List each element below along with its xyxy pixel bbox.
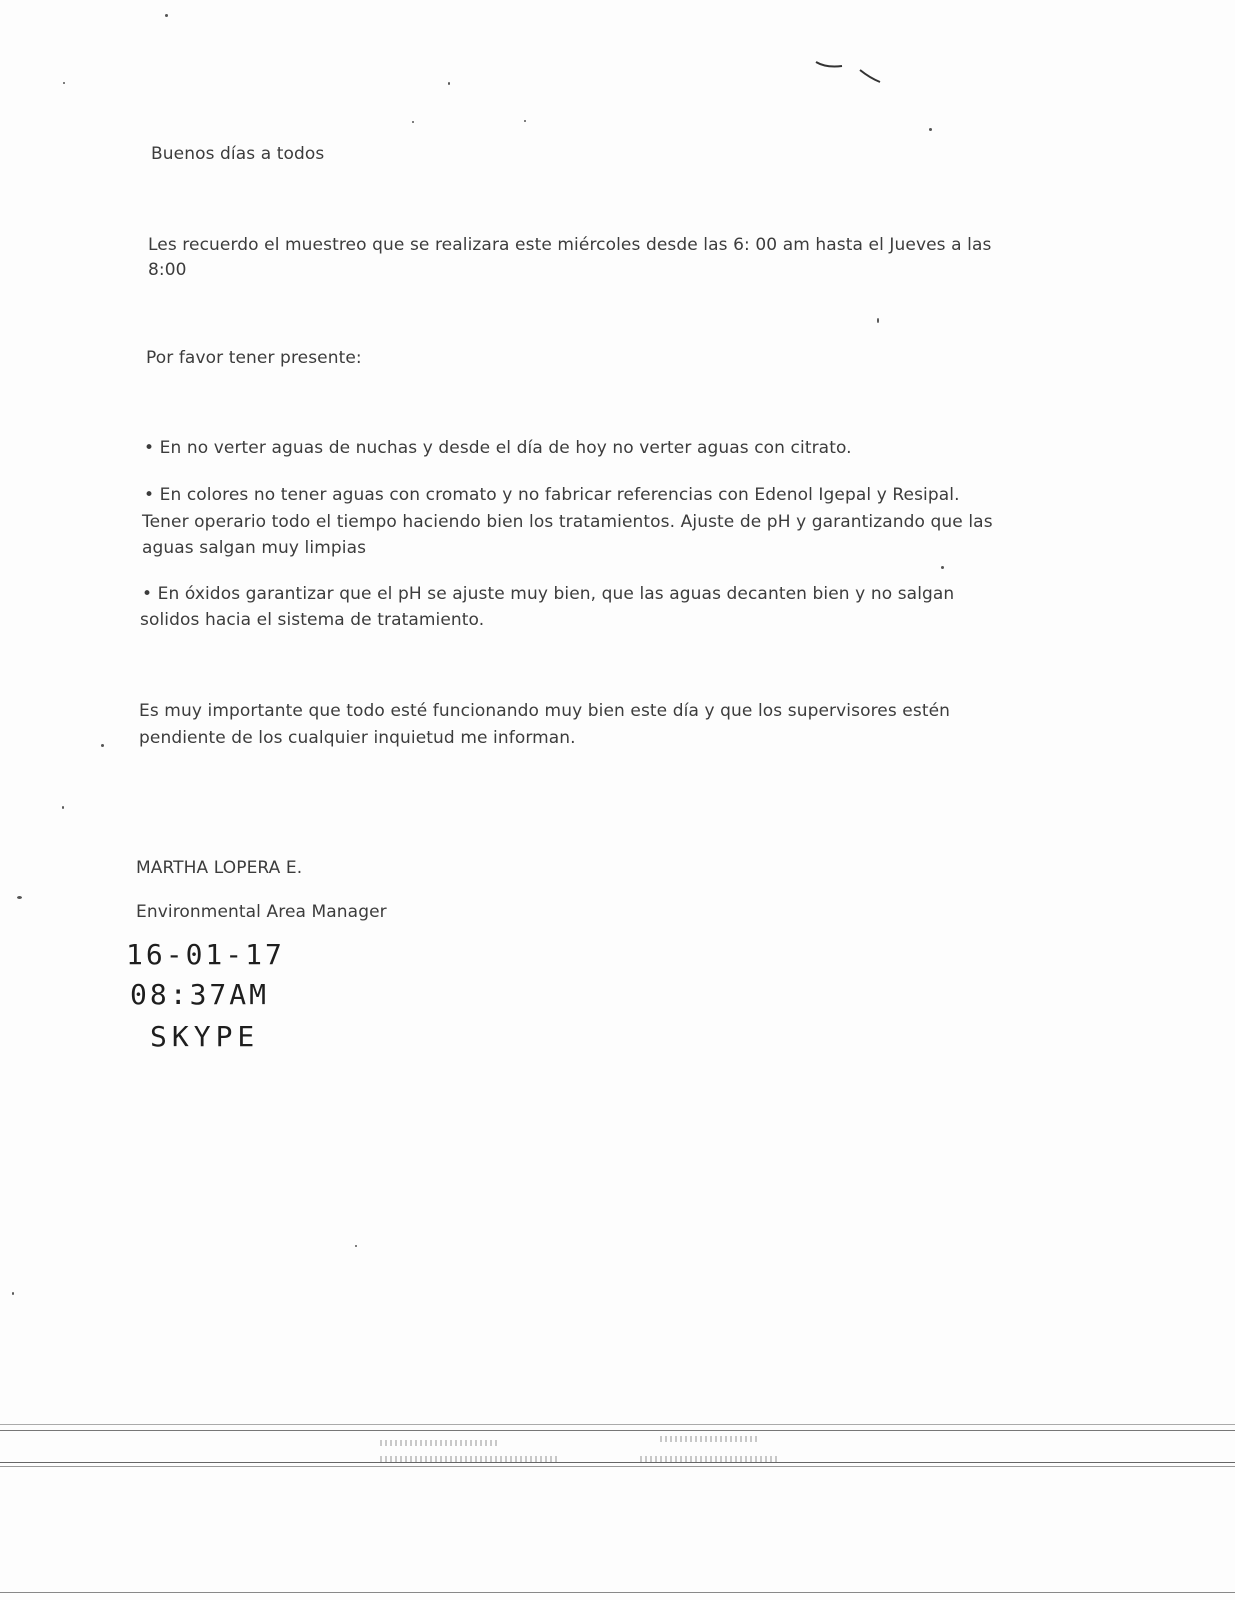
dust-speck — [412, 121, 414, 123]
handwritten-channel: SKYPE — [150, 1020, 260, 1053]
scan-artifact-line — [0, 1430, 1235, 1431]
handwritten-date: 16-01-17 — [126, 938, 285, 971]
scan-artifact-line — [0, 1466, 1235, 1467]
scan-artifact-blur — [380, 1456, 560, 1462]
dust-speck — [101, 744, 104, 747]
dust-speck — [524, 120, 526, 122]
dust-speck — [165, 14, 168, 17]
greeting: Buenos días a todos — [151, 144, 325, 164]
scan-artifact-blur — [380, 1440, 500, 1446]
dust-speck — [62, 806, 64, 809]
bullet-2-line-1: • En colores no tener aguas con cromato y no fabricar referencias con Edenol Igepal y Resipal. — [144, 485, 960, 505]
scan-artifact-line — [0, 1592, 1235, 1593]
scan-artifact-blur — [640, 1456, 780, 1462]
dust-speck — [63, 82, 65, 84]
dust-speck — [941, 566, 944, 569]
signer-title: Environmental Area Manager — [136, 902, 387, 922]
note-intro: Por favor tener presente: — [146, 348, 362, 368]
dust-speck — [448, 82, 450, 85]
bullet-2-line-2: Tener operario todo el tiempo haciendo bien los tratamientos. Ajuste de pH y garantizando que las — [142, 512, 993, 532]
dust-speck — [877, 318, 879, 323]
reminder-line-2: 8:00 — [148, 260, 187, 280]
reminder-line-1: Les recuerdo el muestreo que se realizara este miércoles desde las 6: 00 am hasta el Jueves a las — [148, 235, 992, 255]
dust-speck — [929, 128, 932, 131]
dust-speck — [355, 1245, 357, 1247]
signer-name: MARTHA LOPERA E. — [136, 858, 303, 878]
handwritten-time: 08:37AM — [130, 978, 270, 1011]
dust-speck — [12, 1292, 14, 1295]
scan-artifact-line — [0, 1462, 1235, 1463]
bullet-1-line-1: • En no verter aguas de nuchas y desde el día de hoy no verter aguas con citrato. — [144, 438, 852, 458]
bullet-3-line-1: • En óxidos garantizar que el pH se ajuste muy bien, que las aguas decanten bien y no salgan — [142, 584, 955, 604]
closing-line-2: pendiente de los cualquier inquietud me informan. — [139, 728, 576, 748]
bullet-3-line-2: solidos hacia el sistema de tratamiento. — [140, 610, 485, 630]
bullet-2-line-3: aguas salgan muy limpias — [142, 538, 367, 558]
dust-speck — [17, 896, 22, 899]
scan-smudge-mark — [812, 54, 892, 90]
scan-artifact-line — [0, 1424, 1235, 1425]
scan-artifact-blur — [660, 1436, 760, 1442]
closing-line-1: Es muy importante que todo esté funcionando muy bien este día y que los supervisores estén — [139, 701, 951, 721]
